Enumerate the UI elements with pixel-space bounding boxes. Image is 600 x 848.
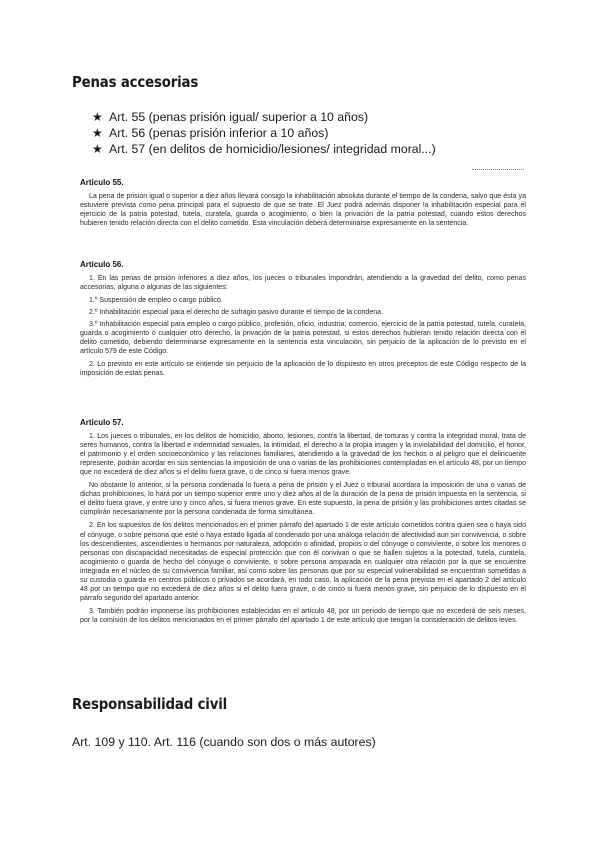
scan-divider bbox=[472, 169, 524, 171]
list-item bbox=[92, 125, 436, 141]
list-item-text: Art. 55 (penas prisión igual/ superior a 10 años) bbox=[109, 110, 369, 124]
article-paragraph: 2. En los supuestos de los delitos mencionados en el primer párrafo del apartado 1 de este artículo cometidos contra quien sea o haya sido el cónyuge, o sobre persona que esté o haya estado ligada al condenado por una análoga relación de afectividad aun sin convivencia, o sobre los descendientes, ascendientes o hermanos por naturaleza, adopción o afinidad, propios o del cónyuge o conviviente, o sobre los menores o personas con discapacidad necesitadas de especial protección que con él convivan o que se hallen sujetos a la potestad, tutela, curatela, acogimiento o guarda de hecho del cónyuge o conviviente, o sobre persona amparada en cualquier otra relación por la que se encuentre integrada en el núcleo de su convivencia familiar, así como sobre las personas que por su especial vulnerabilidad se encuentran sometidas a su custodia o guarda en centros públicos o privados se acordará, en todo caso, la aplicación de la pena prevista en el apartado 2 del artículo 48 por un tiempo que no excederá de diez años si el delito fuera grave, o de cinco si fuera menos grave, sin perjuicio de lo dispuesto en el párrafo segundo del apartado anterior. bbox=[80, 522, 526, 602]
list-item bbox=[92, 109, 436, 125]
star-bullet-icon: ★ bbox=[92, 126, 103, 140]
article-paragraph: 2. Lo previsto en este artículo se entiende sin perjuicio de la aplicación de lo dispuesto en otros preceptos de este Código respecto de la imposición de estas penas. bbox=[80, 361, 526, 378]
article-55-excerpt bbox=[80, 178, 526, 232]
article-title: Artículo 55. bbox=[80, 178, 124, 187]
list-item-text: Art. 57 (en delitos de homicidio/lesiones/ integridad moral...) bbox=[109, 142, 436, 156]
responsabilidad-civil-text: Art. 109 y 110. Art. 116 (cuando son dos o más autores) bbox=[72, 735, 376, 749]
list-item-text: Art. 56 (penas prisión inferior a 10 años) bbox=[109, 126, 329, 140]
article-paragraph: La pena de prisión igual o superior a diez años llevará consigo la inhabilitación absoluta durante el tiempo de la condena, salvo que ésta ya estuviere prevista como pena principal para el supuesto de que se trate. El Juez podrá además disponer la inhabilitación especial para el ejercicio de la patria potestad, tutela, curatela, guarda o acogimiento, o bien la privación de la patria potestad, cuando estos derechos hubieren tenido relación directa con el delito cometido. Esta vinculación deberá determinarse expresamente en la sentencia. bbox=[80, 193, 526, 228]
list-item bbox=[92, 141, 436, 157]
article-title: Artículo 56. bbox=[80, 260, 124, 269]
article-paragraph: 1. Los jueces o tribunales, en los delitos de homicidio, aborto, lesiones, contra la libertad, de torturas y contra la integridad moral, trata de seres humanos, contra la libertad e indemnidad sexuales, la intimidad, el derecho a la propia imagen y la inviolabilidad del domicilio, el honor, el patrimonio y el orden socioeconómico y las relaciones familiares, atendiendo a la gravedad de los hechos o al peligro que el delincuente represente, podrán acordar en sus sentencias la imposición de una o varias de las prohibiciones contempladas en el artículo 48, por un tiempo que no excederá de diez años si el delito fuera grave, o de cinco si fuera menos grave. bbox=[80, 433, 526, 477]
article-paragraph: 3.º Inhabilitación especial para empleo o cargo público, profesión, oficio, industria, comercio, ejercicio de la patria potestad, tutela, curatela, guarda o acogimiento o cualquier otro derecho, la privación de la patria potestad, si estos derechos hubieran tenido relación directa con el delito cometido, debiendo determinarse expresamente en la sentencia esta vinculación, sin perjuicio de la aplicación de lo previsto en el artículo 579 de este Código. bbox=[80, 321, 526, 356]
article-paragraph: 3. También podrán imponerse las prohibiciones establecidas en el artículo 48, por un período de tiempo que no excederá de seis meses, por la comisión de los delitos mencionados en el primer párrafo del apartado 1 de este artículo que tengan la consideración de delitos leves. bbox=[80, 607, 526, 624]
article-paragraph: 1.º Suspensión de empleo o cargo público. bbox=[89, 297, 223, 305]
article-title: Artículo 57. bbox=[80, 418, 124, 427]
penas-accesorias-list bbox=[92, 109, 436, 157]
article-paragraph: 2.º Inhabilitación especial para el derecho de sufragio pasivo durante el tiempo de la condena. bbox=[89, 309, 384, 317]
star-bullet-icon: ★ bbox=[92, 110, 103, 124]
section-title-penas-accesorias: Penas accesorias bbox=[72, 73, 199, 91]
article-56-excerpt bbox=[80, 260, 526, 383]
article-57-excerpt bbox=[80, 418, 526, 629]
section-title-responsabilidad-civil: Responsabilidad civil bbox=[72, 695, 228, 713]
article-paragraph: No obstante lo anterior, si la persona condenada lo fuera a pena de prisión y el Juez o tribunal acordara la imposición de una o varias de dichas prohibiciones, lo hará por un tiempo superior entre uno y diez años al de la duración de la pena de prisión impuesta en la sentencia, si el delito fuera grave, y entre uno y cinco años, si fuera menos grave. En este supuesto, la pena de prisión y las prohibiciones antes citadas se cumplirán necesariamente por la persona condenada de forma simultánea. bbox=[80, 482, 526, 517]
article-paragraph: 1. En las penas de prisión inferiores a diez años, los jueces o tribunales impondrán, atendiendo a la gravedad del delito, como penas accesorias, alguna o algunas de las siguientes: bbox=[80, 275, 526, 292]
star-bullet-icon: ★ bbox=[92, 142, 103, 156]
